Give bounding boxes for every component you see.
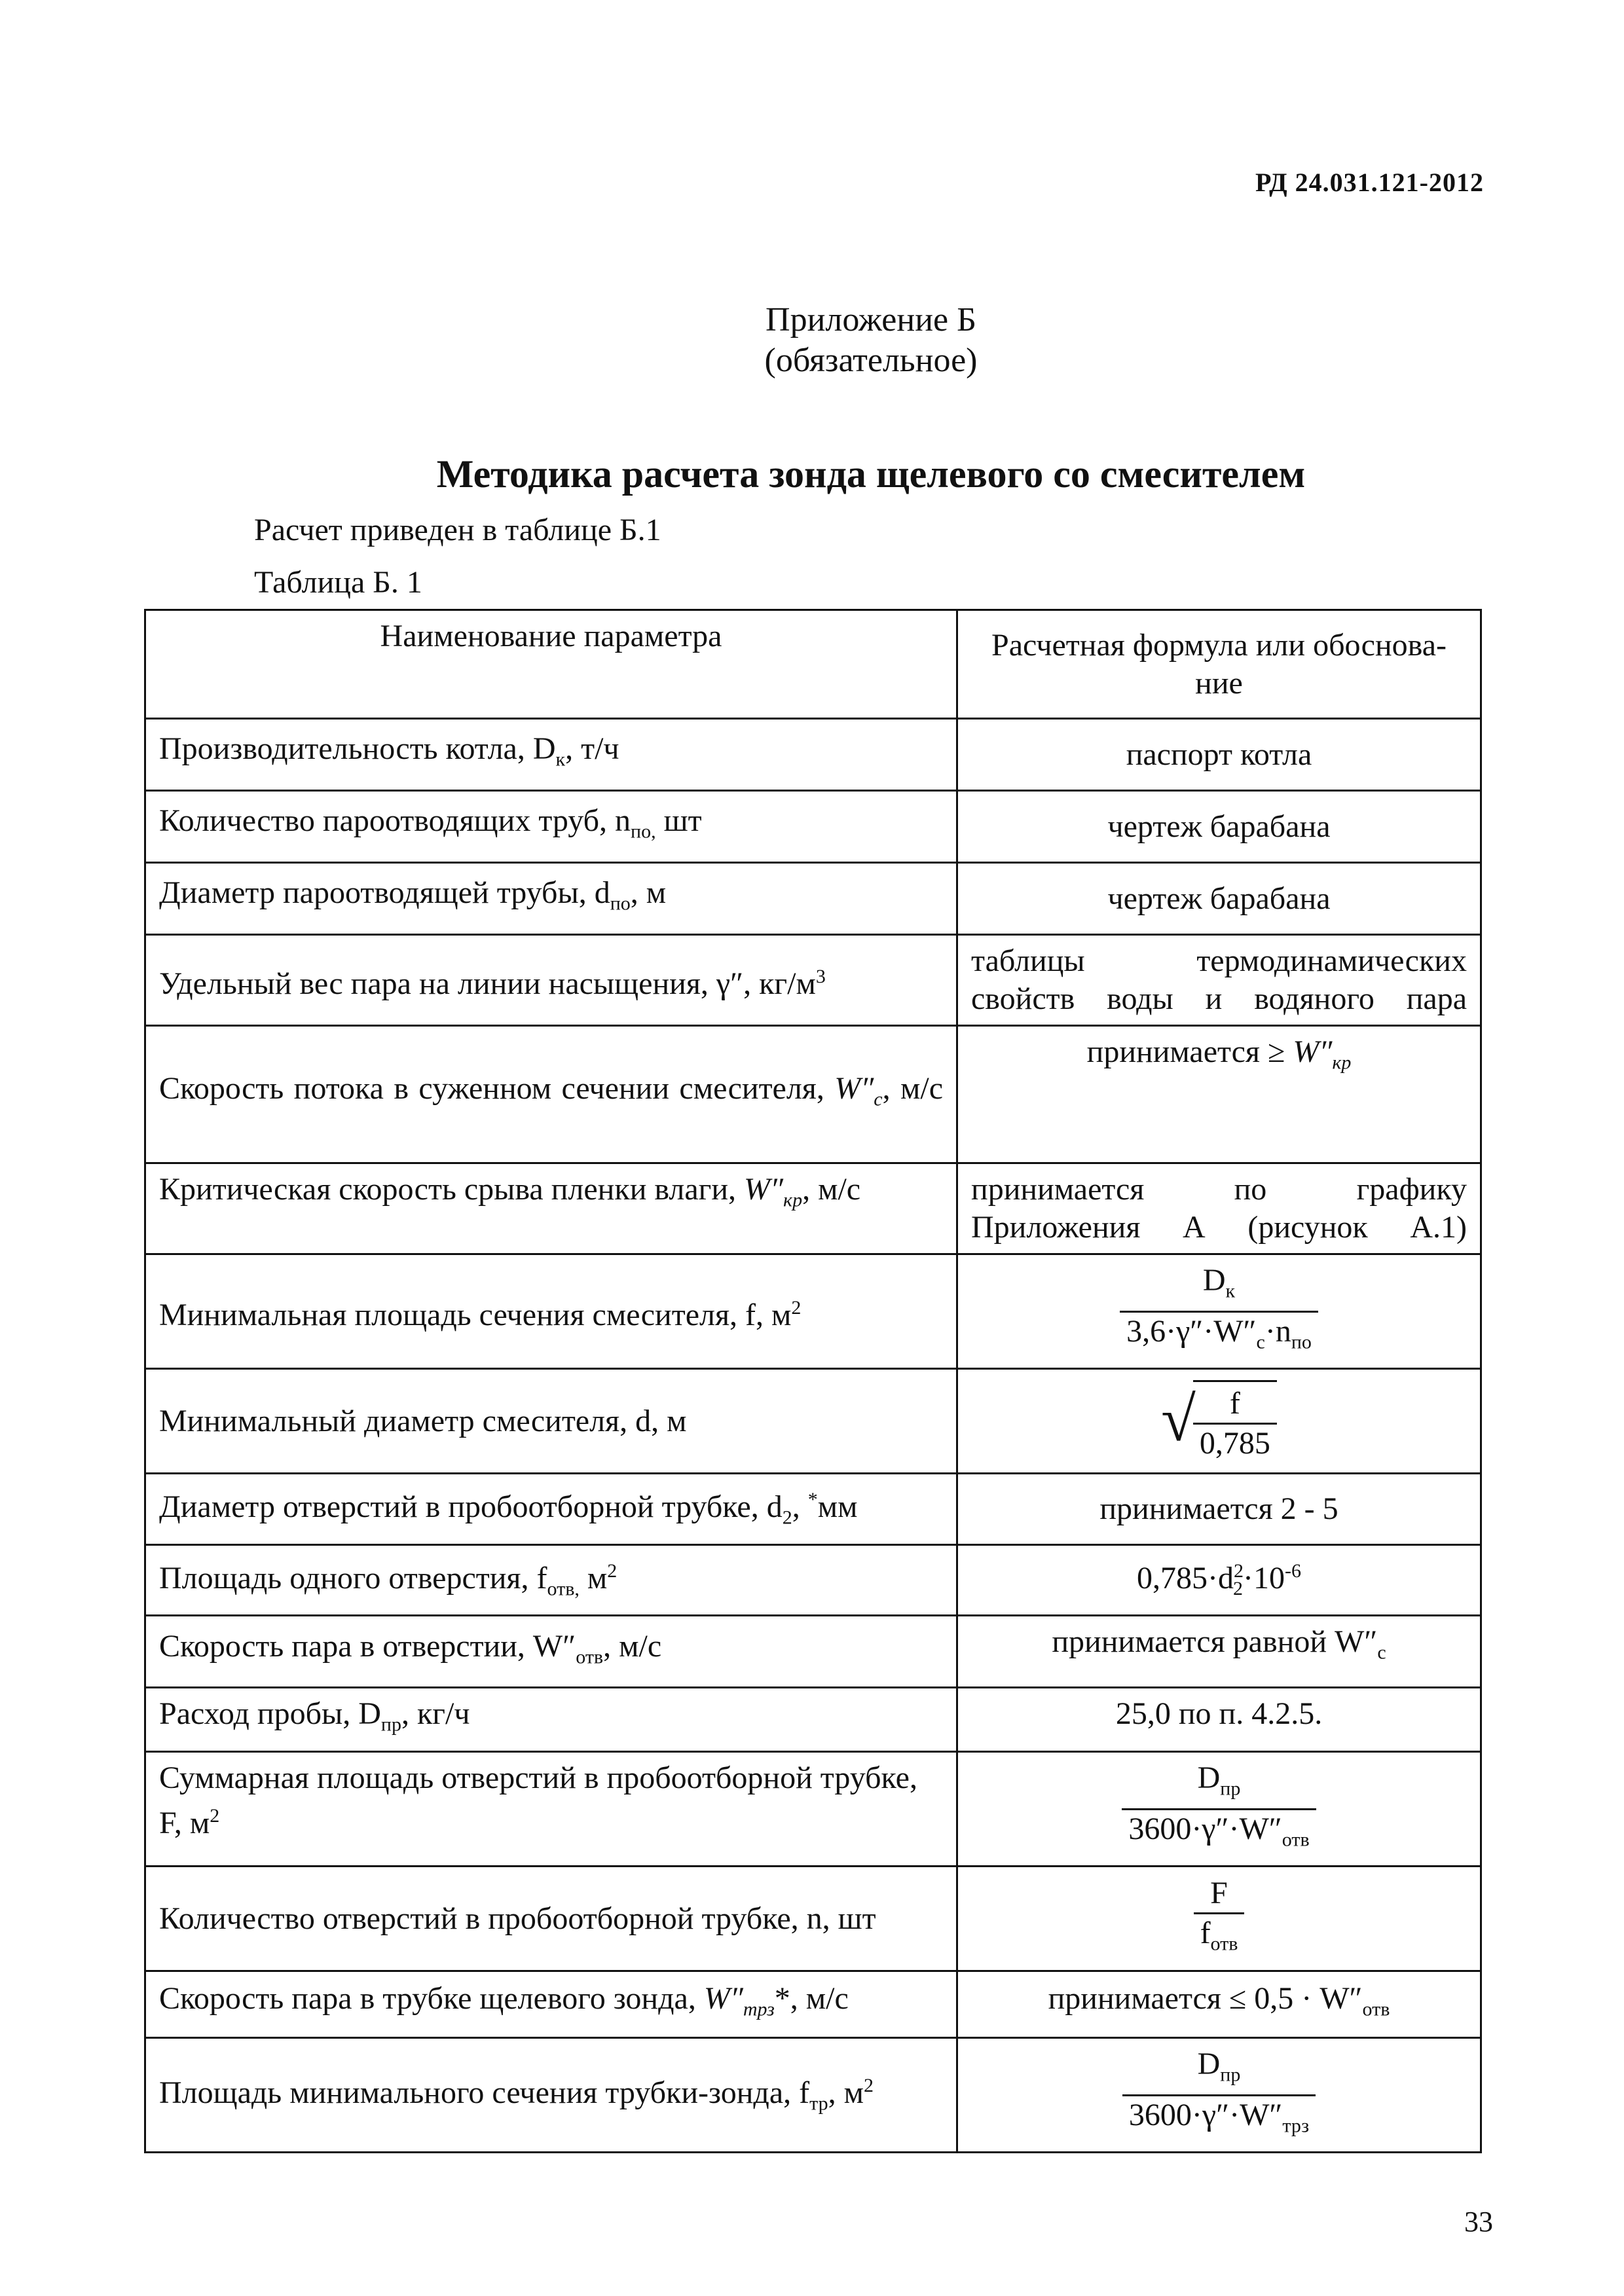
fraction: $\frac{D_{пр}}{3600\cdot\gamma''\cdot W''_{трз}}$ [1122, 2045, 1316, 2145]
square-root: √ $\frac{f}{0,785}$ [1161, 1380, 1277, 1463]
param-cell: Скорость пара в трубке щелевого зонда, $W''_{трз}*$, м/с [145, 1971, 957, 2038]
table-row [145, 1751, 1481, 1866]
table-row [145, 1867, 1481, 1971]
formula-cell [957, 1254, 1481, 1369]
param-cell: Скорость пара в отверстии, $W''_{отв}$, м/с [145, 1616, 957, 1688]
column-header-parameter: Наименование параметра [145, 610, 957, 719]
formula-cell: чертеж барабана [957, 791, 1481, 863]
table-row [145, 935, 1481, 1026]
document-code: РД 24.031.121-2012 [1255, 168, 1484, 197]
table-row [145, 791, 1481, 863]
formula-cell: паспорт котла [957, 719, 1481, 791]
param-cell: Площадь одного отверстия, $f_{отв,}$ $м^2$ [145, 1544, 957, 1616]
table-row [145, 1474, 1481, 1545]
table-row [145, 863, 1481, 935]
param-cell: Количество пароотводящих труб, $n_{по,}$ шт [145, 791, 957, 863]
table-row [145, 1971, 1481, 2038]
param-cell: Производительность котла, $D_к$, т/ч [145, 719, 957, 791]
fraction: $\frac{D_к}{3,6\cdot\gamma''\cdot W''_с\cdot n_{по}}$ [1120, 1262, 1318, 1361]
fraction: $\frac{D_{пр}}{3600\cdot\gamma''\cdot W''_{отв}}$ [1122, 1759, 1316, 1859]
fraction: $\frac{F}{f_{отв}}$ [1194, 1874, 1245, 1963]
formula-cell [957, 1369, 1481, 1474]
intro-text: Расчет приведен в таблице Б.1 [254, 513, 661, 547]
table-row [145, 1254, 1481, 1369]
appendix-label: Приложение Б [766, 301, 976, 338]
formula-cell: чертеж барабана [957, 863, 1481, 935]
page-number: 33 [1464, 2206, 1493, 2238]
table-row [145, 1544, 1481, 1616]
radical-sign-icon: √ [1161, 1383, 1196, 1454]
column-header-formula: Расчетная формула или обоснова-ние [957, 610, 1481, 719]
page-title: Методика расчета зонда щелевого со смесителем [436, 452, 1306, 496]
param-cell: Суммарная площадь отверстий в пробоотборной трубке, F, $м^2$ [145, 1751, 957, 1866]
param-cell: Расход пробы, $D_{пр}$, кг/ч [145, 1688, 957, 1752]
table-caption: Таблица Б. 1 [254, 565, 422, 600]
formula-cell: принимается по графику Приложения А (рисунок А.1) [957, 1163, 1481, 1254]
appendix-heading [0, 300, 1624, 381]
param-cell: Критическая скорость срыва пленки влаги, $W''_{кр}$, м/с [145, 1163, 957, 1254]
formula-cell: принимается равной $W''_с$ [957, 1616, 1481, 1688]
formula-cell: таблицы термодинамических свойств воды и водяного пара [957, 935, 1481, 1026]
formula-cell [957, 2038, 1481, 2153]
table-row [145, 1369, 1481, 1474]
param-cell: Количество отверстий в пробоотборной трубке, n, шт [145, 1867, 957, 1971]
param-cell: Удельный вес пара на линии насыщения, γ″, $кг/м^3$ [145, 935, 957, 1026]
table-row [145, 1688, 1481, 1752]
formula-cell: принимается ≤ $0,5 \cdot W''_{отв}$ [957, 1971, 1481, 2038]
table-row [145, 2038, 1481, 2153]
table-row [145, 1616, 1481, 1688]
table-row [145, 1163, 1481, 1254]
param-cell: Диаметр пароотводящей трубы, $d_{по}$, м [145, 863, 957, 935]
parameters-table [144, 609, 1482, 2153]
formula-cell: принимается ≥ $W''_{кр}$ [957, 1026, 1481, 1163]
param-cell: Скорость потока в суженном сечении смесителя, $W''_c$, м/с [145, 1026, 957, 1163]
table-row [145, 1026, 1481, 1163]
param-cell: Минимальная площадь сечения смесителя, f, $м^2$ [145, 1254, 957, 1369]
table-header-row [145, 610, 1481, 719]
formula-cell [957, 1867, 1481, 1971]
formula-cell: $0,785\cdot d^2_2\cdot 10^{-6}$ [957, 1544, 1481, 1616]
param-cell: Площадь минимального сечения трубки-зонда, $f_{тр}$, $м^2$ [145, 2038, 957, 2153]
appendix-status: (обязательное) [764, 342, 978, 379]
formula-cell: принимается 2 - 5 [957, 1474, 1481, 1545]
param-cell: Диаметр отверстий в пробоотборной трубке, $d_2$, *мм [145, 1474, 957, 1545]
formula-cell [957, 1751, 1481, 1866]
formula-cell: 25,0 по п. 4.2.5. [957, 1688, 1481, 1752]
param-cell: Минимальный диаметр смесителя, d, м [145, 1369, 957, 1474]
table-row [145, 719, 1481, 791]
